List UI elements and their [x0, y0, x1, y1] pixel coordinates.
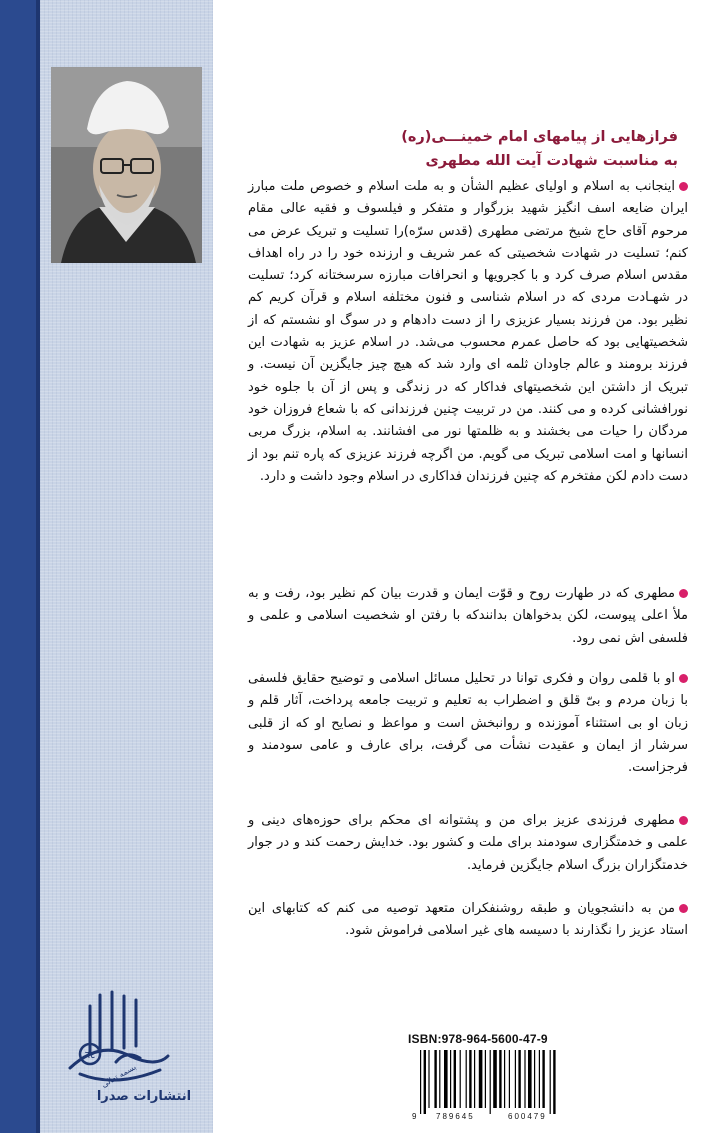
barcode-bar: [534, 1050, 535, 1108]
svg-text:٦٤: ٦٤: [84, 1050, 96, 1061]
barcode-bar: [490, 1050, 491, 1114]
message-paragraph-3: [248, 668, 688, 779]
message-paragraph-1: [248, 176, 688, 488]
barcode-bar: [424, 1050, 426, 1114]
barcode-bar: [434, 1050, 436, 1108]
bullet-icon: [679, 589, 688, 598]
barcode-digits-right: 600479: [508, 1112, 547, 1121]
barcode-bar: [469, 1050, 471, 1108]
paragraph-text: مطهری که در طهارت روح و قوّت ایمان و قدرت بیان کم نظیر بود، رفت و به ملأ اعلی پیوست، لکن بدخواهان بدانندکه با رفتن او شخصیت اسلامی و علمی و فلسفی اش نمی رود.: [248, 586, 688, 646]
barcode-bar: [466, 1050, 467, 1108]
barcode-bar: [504, 1050, 505, 1108]
portrait-image: [51, 67, 202, 263]
barcode-bar: [454, 1050, 456, 1108]
bullet-icon: [679, 182, 688, 191]
barcode-digits-left: 789645: [436, 1112, 475, 1121]
barcode-bar: [553, 1050, 555, 1114]
bullet-icon: [679, 816, 688, 825]
author-portrait: [51, 67, 202, 263]
message-paragraph-5: [248, 898, 688, 943]
message-paragraph-4: [248, 810, 688, 877]
publisher-logo-icon: [60, 990, 192, 1110]
barcode-bar: [515, 1050, 516, 1108]
paragraph-text: او با قلمی روان و فکری توانا در تحلیل مسائل اسلامی و توضیح حقایق فلسفی با زبان مردم و بیّ قلق و اضطراب به تعلیم و تربیت جامعه پرداخت، آثار قلم و زبان او بی استثناء آموزنده و روانبخش است و مواعظ و نصایح او که از قلبی سرشار از ایمان و عقیدت نشأت می گرفت، برای عارف و عامی سودمند و فرجزاست.: [248, 671, 688, 776]
barcode-digit-first: 9: [412, 1112, 417, 1121]
paragraph-text: مطهری فرزندی عزیز برای من و پشتوانه ای محکم برای حوزه‌های دینی و علمی و خدمتگزاری سودمند برای ملت و کشور بود. خدایش رحمت کند و در جوار خدمتگزاران بزرگ اسلام جایگزین فرماید.: [248, 813, 688, 873]
barcode-bar: [550, 1050, 551, 1114]
barcode-bar: [539, 1050, 540, 1108]
publisher-logo: [60, 990, 192, 1110]
barcode-bar: [428, 1050, 429, 1108]
bullet-icon: [679, 904, 688, 913]
bullet-icon: [679, 674, 688, 683]
paragraph-text: من به دانشجویان و طبقه روشنفکران متعهد توصیه می کنم که کتابهای این استاد عزیز را نگذارند با دسیسه های غیر اسلامی فراموش شود.: [248, 901, 688, 939]
barcode-bar: [509, 1050, 510, 1108]
isbn-barcode: [408, 1048, 584, 1122]
barcode-bar: [528, 1050, 532, 1108]
isbn-number: ISBN:978-964-5600-47-9: [408, 1032, 548, 1046]
barcode-bar: [542, 1050, 544, 1108]
barcode-bar: [460, 1050, 461, 1108]
barcode-bar: [439, 1050, 440, 1108]
publisher-name: انتشارات صدرا: [96, 1089, 192, 1104]
heading-line-1: فرازهایی از پیامهای امام خمینـــی(ره): [401, 129, 678, 145]
spine-stripe: [0, 0, 36, 1133]
heading-line-2: به مناسبت شهادت آیت الله مطهری: [425, 153, 678, 169]
barcode-bar: [444, 1050, 448, 1108]
barcode-bar: [479, 1050, 483, 1108]
message-paragraph-2: [248, 583, 688, 650]
barcode-bar: [450, 1050, 451, 1108]
barcode-bar: [518, 1050, 520, 1108]
logo-inscription: بسمه تعالی: [99, 1062, 138, 1090]
barcode-bar: [485, 1050, 486, 1108]
page-heading: [258, 125, 678, 173]
barcode-bar: [474, 1050, 475, 1108]
paragraph-text: اینجانب به اسلام و اولیای عظیم الشأن و به ملت اسلام و خصوص ملت مبارز ایران ضایعه اسف انگیز شهید بزرگوار و متفکر و فیلسوف و فقیه عالی مقام مرحوم آقای حاج شیخ مرتضی مطهری (قدس سرّه)را تسلیت و تبریک عرض می کنم؛ تسلیت در شهادت شخصیتی که عمر شریف و ارزنده خود را در راه اهداف مقدس اسلام صرف کرد و با کجرویها و انحرافات مبارزه سرسختانه کرد؛ تسلیت در شهـادت مردی که در اسلام شناسی و فنون مختلفه اسلام و قرآن کریم کم نظیر بود. من فرزند بسیار عزیزی را از دست دادهام و در سوگ او نشستم که از شخصیتهایی بود که حاصل عمرم محسوب می‌شد. در اسلام عزیز به شهادت این فرزند برومند و عالم جاودان ثلمه ای وارد شد که هیچ چیز جایگزین آن نیست. و تبریک از داشتن این شخصیتهای فداکار که در زندگی و پس از آن با جلوه خود نورافشانی کرده و می کنند. من در تربیت چنین فرزندانی که با شعاع فروزان خود مردگان را حیات می بخشند و به ظلمتها نور می افشانند. به اسلام، بزرگ مربی انسانها و امت اسلامی تبریک می گویم. من اگرچه فرزند عزیزی که پاره تنم بود از دست دادم لکن مفتخرم که چنین فرزندان فداکاری در اسلام وجود داشت و دارد.: [248, 179, 688, 484]
barcode-bar: [420, 1050, 421, 1114]
barcode-bar: [493, 1050, 497, 1108]
barcode-bar: [499, 1050, 501, 1108]
barcode-bar: [524, 1050, 525, 1108]
